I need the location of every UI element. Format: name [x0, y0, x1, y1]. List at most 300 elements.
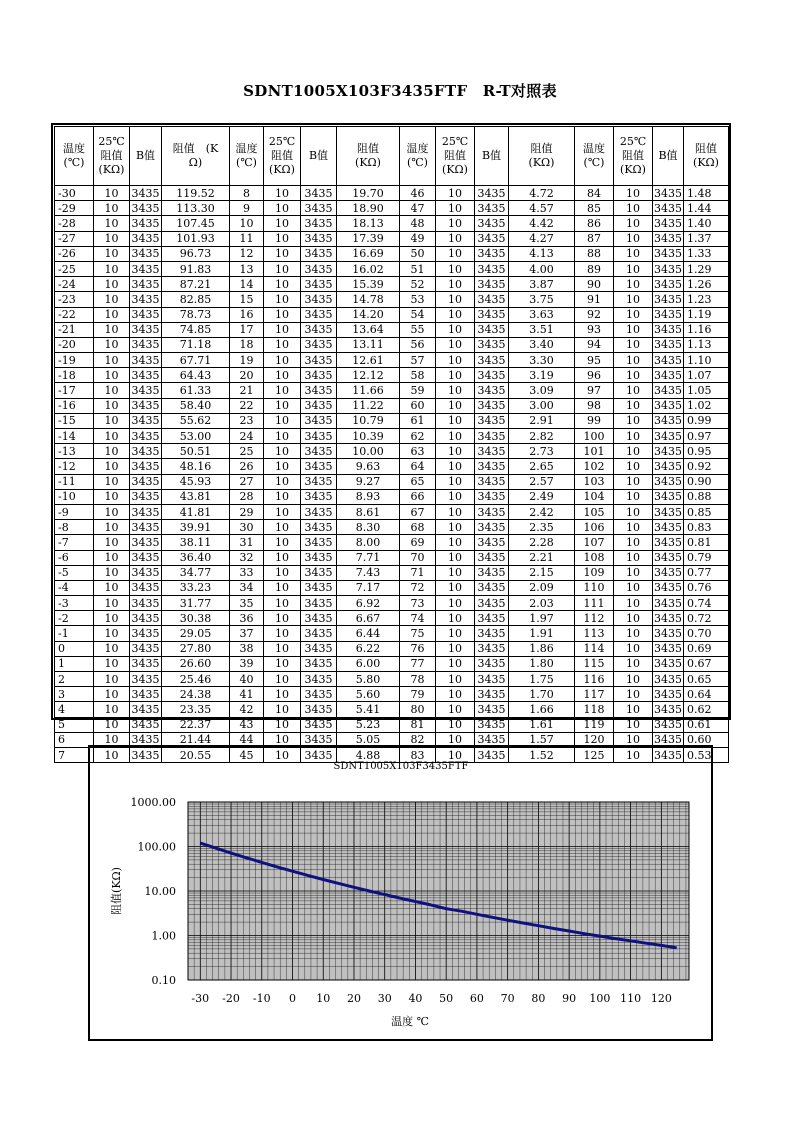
r25-cell: 10: [614, 717, 653, 732]
temp-cell: -9: [55, 504, 94, 519]
temp-cell: 52: [400, 277, 436, 292]
temp-cell: 62: [400, 429, 436, 444]
resistance-cell: 5.41: [337, 702, 400, 717]
temp-cell: 72: [400, 580, 436, 595]
b-value-cell: 3435: [131, 748, 160, 762]
temp-cell: 24: [230, 429, 264, 444]
r25-cell: 10: [436, 231, 475, 246]
table-row: [55, 429, 729, 444]
r25-cell: 10: [264, 429, 301, 444]
x-tick-label: 100: [589, 992, 611, 1005]
r25-cell: 10: [94, 459, 130, 474]
resistance-cell: 0.77: [684, 565, 729, 580]
r25-cell: 10: [264, 641, 301, 656]
temp-cell: 12: [230, 246, 264, 261]
temp-cell: 29: [230, 504, 264, 519]
r25-cell: 10: [614, 520, 653, 535]
r25-cell: 10: [94, 383, 130, 398]
resistance-cell: 1.80: [509, 656, 575, 671]
b-value-cell: 3435: [475, 261, 509, 276]
r25-cell: 10: [264, 292, 301, 307]
temp-cell: 94: [575, 337, 614, 352]
x-tick-label: 30: [377, 992, 392, 1005]
b-value-cell: 3435: [654, 459, 682, 473]
b-value-cell: 3435: [475, 368, 509, 383]
temp-cell: 59: [400, 383, 436, 398]
rt-chart-svg: [90, 747, 711, 1039]
r25-cell: 10: [264, 216, 301, 231]
r25-cell: 10: [436, 429, 475, 444]
r25-cell: 10: [614, 732, 653, 747]
resistance-cell: 1.13: [684, 337, 729, 352]
b-value-cell: 3435: [301, 520, 337, 535]
resistance-cell: 3.75: [509, 292, 575, 307]
temp-cell: -8: [55, 520, 94, 535]
r25-cell: 10: [94, 747, 130, 762]
resistance-cell: 2.09: [509, 580, 575, 595]
temp-cell: -20: [55, 337, 94, 352]
temp-cell: 77: [400, 656, 436, 671]
b-value-cell: 3435: [654, 505, 682, 519]
resistance-cell: 16.02: [337, 261, 400, 276]
r25-cell: 10: [436, 596, 475, 611]
b-value-cell: 3435: [654, 399, 682, 413]
b-value-cell: 3435: [301, 641, 337, 656]
resistance-cell: 2.35: [509, 520, 575, 535]
b-value-cell: 3435: [131, 733, 160, 747]
b-value-cell: 3435: [654, 718, 682, 732]
r25-cell: 10: [94, 611, 130, 626]
b-value-cell: 3435: [654, 444, 682, 458]
resistance-cell: 2.49: [509, 489, 575, 504]
resistance-cell: 48.16: [162, 459, 230, 474]
r25-cell: 10: [264, 261, 301, 276]
temp-cell: 67: [400, 504, 436, 519]
resistance-cell: 41.81: [162, 504, 230, 519]
table-row: [55, 277, 729, 292]
temp-cell: -4: [55, 580, 94, 595]
b-value-cell: 3435: [654, 566, 682, 580]
temp-cell: 13: [230, 261, 264, 276]
temp-cell: 22: [230, 398, 264, 413]
table-row: [55, 216, 729, 231]
b-value-cell: 3435: [475, 444, 509, 459]
r25-cell: 10: [94, 201, 130, 216]
resistance-cell: 7.71: [337, 550, 400, 565]
temp-cell: 70: [400, 550, 436, 565]
resistance-cell: 0.85: [684, 504, 729, 519]
resistance-cell: 0.60: [684, 732, 729, 747]
resistance-cell: 96.73: [162, 246, 230, 261]
temp-cell: 5: [55, 717, 94, 732]
temp-cell: 9: [230, 201, 264, 216]
temp-cell: 20: [230, 368, 264, 383]
b-value-cell: 3435: [654, 657, 682, 671]
resistance-cell: 1.05: [684, 383, 729, 398]
resistance-cell: 0.70: [684, 626, 729, 641]
r25-cell: 10: [94, 687, 130, 702]
temp-cell: 30: [230, 520, 264, 535]
temp-cell: 86: [575, 216, 614, 231]
resistance-cell: 11.66: [337, 383, 400, 398]
resistance-cell: 1.16: [684, 322, 729, 337]
temp-cell: 100: [575, 429, 614, 444]
r25-cell: 10: [614, 292, 653, 307]
b-value-cell: 3435: [654, 611, 682, 625]
temp-cell: -18: [55, 368, 94, 383]
resistance-cell: 6.44: [337, 626, 400, 641]
temp-cell: -15: [55, 413, 94, 428]
temp-cell: -26: [55, 246, 94, 261]
table-header-cell: B值: [475, 127, 509, 186]
resistance-cell: 18.90: [337, 201, 400, 216]
resistance-cell: 74.85: [162, 322, 230, 337]
b-value-cell: 3435: [475, 747, 509, 762]
b-value-cell: 3435: [654, 596, 682, 610]
r25-cell: 10: [436, 444, 475, 459]
resistance-cell: 36.40: [162, 550, 230, 565]
r25-cell: 10: [94, 186, 130, 201]
temp-cell: -5: [55, 565, 94, 580]
resistance-cell: 38.11: [162, 535, 230, 550]
temp-cell: 15: [230, 292, 264, 307]
temp-cell: 106: [575, 520, 614, 535]
r25-cell: 10: [94, 550, 130, 565]
b-value-cell: 3435: [654, 520, 682, 534]
temp-cell: 14: [230, 277, 264, 292]
b-value-cell: 3435: [475, 429, 509, 444]
table-row: [55, 292, 729, 307]
r25-cell: 10: [614, 368, 653, 383]
resistance-cell: 0.79: [684, 550, 729, 565]
resistance-cell: 27.80: [162, 641, 230, 656]
r25-cell: 10: [94, 292, 130, 307]
r25-cell: 10: [94, 277, 130, 292]
temp-cell: 108: [575, 550, 614, 565]
temp-cell: -29: [55, 201, 94, 216]
b-value-cell: 3435: [475, 186, 509, 201]
b-value-cell: 3435: [475, 398, 509, 413]
table-row: [55, 702, 729, 717]
resistance-cell: 3.00: [509, 398, 575, 413]
b-value-cell: 3435: [131, 338, 160, 352]
b-value-cell: 3435: [475, 246, 509, 261]
temp-cell: 18: [230, 337, 264, 352]
b-value-cell: 3435: [301, 398, 337, 413]
b-value-cell: 3435: [654, 308, 682, 322]
b-value-cell: 3435: [131, 520, 160, 534]
resistance-cell: 0.90: [684, 474, 729, 489]
table-row: [55, 474, 729, 489]
resistance-cell: 15.39: [337, 277, 400, 292]
resistance-cell: 0.69: [684, 641, 729, 656]
r25-cell: 10: [436, 702, 475, 717]
table-header-cell: 温度 (℃): [230, 127, 264, 186]
y-axis-label: 阻值(KΩ): [110, 867, 123, 915]
temp-cell: 58: [400, 368, 436, 383]
resistance-cell: 0.67: [684, 656, 729, 671]
temp-cell: -11: [55, 474, 94, 489]
temp-cell: -12: [55, 459, 94, 474]
temp-cell: 2: [55, 672, 94, 687]
r25-cell: 10: [614, 611, 653, 626]
r25-cell: 10: [614, 596, 653, 611]
temp-cell: 63: [400, 444, 436, 459]
r25-cell: 10: [94, 702, 130, 717]
table-header-cell: B值: [301, 127, 337, 186]
r25-cell: 10: [614, 383, 653, 398]
resistance-cell: 1.02: [684, 398, 729, 413]
resistance-cell: 2.15: [509, 565, 575, 580]
table-row: [55, 550, 729, 565]
temp-cell: 79: [400, 687, 436, 702]
r25-cell: 10: [614, 656, 653, 671]
resistance-cell: 0.65: [684, 672, 729, 687]
resistance-cell: 1.61: [509, 717, 575, 732]
temp-cell: -3: [55, 596, 94, 611]
resistance-cell: 12.61: [337, 353, 400, 368]
b-value-cell: 3435: [475, 717, 509, 732]
resistance-cell: 3.19: [509, 368, 575, 383]
r25-cell: 10: [264, 672, 301, 687]
r25-cell: 10: [264, 732, 301, 747]
r25-cell: 10: [436, 307, 475, 322]
y-tick-label: 1000.00: [130, 796, 176, 809]
temp-cell: 46: [400, 186, 436, 201]
b-value-cell: 3435: [654, 232, 682, 246]
resistance-cell: 0.92: [684, 459, 729, 474]
b-value-cell: 3435: [301, 413, 337, 428]
temp-cell: 10: [230, 216, 264, 231]
b-value-cell: 3435: [475, 504, 509, 519]
r25-cell: 10: [436, 186, 475, 201]
b-value-cell: 3435: [131, 277, 160, 291]
b-value-cell: 3435: [131, 505, 160, 519]
r25-cell: 10: [614, 580, 653, 595]
resistance-cell: 25.46: [162, 672, 230, 687]
r25-cell: 10: [94, 413, 130, 428]
resistance-cell: 2.57: [509, 474, 575, 489]
r25-cell: 10: [94, 656, 130, 671]
b-value-cell: 3435: [301, 717, 337, 732]
resistance-cell: 8.93: [337, 489, 400, 504]
y-tick-label: 10.00: [144, 885, 176, 898]
b-value-cell: 3435: [475, 231, 509, 246]
temp-cell: 125: [575, 747, 614, 762]
table-row: [55, 520, 729, 535]
b-value-cell: 3435: [475, 353, 509, 368]
table-row: [55, 504, 729, 519]
r25-cell: 10: [614, 687, 653, 702]
temp-cell: -1: [55, 626, 94, 641]
resistance-cell: 0.62: [684, 702, 729, 717]
b-value-cell: 3435: [475, 580, 509, 595]
temp-cell: 17: [230, 322, 264, 337]
resistance-cell: 12.12: [337, 368, 400, 383]
temp-cell: 69: [400, 535, 436, 550]
temp-cell: 110: [575, 580, 614, 595]
b-value-cell: 3435: [654, 429, 682, 443]
r25-cell: 10: [614, 398, 653, 413]
temp-cell: 41: [230, 687, 264, 702]
temp-cell: 40: [230, 672, 264, 687]
b-value-cell: 3435: [475, 702, 509, 717]
b-value-cell: 3435: [475, 656, 509, 671]
r25-cell: 10: [264, 550, 301, 565]
r25-cell: 10: [436, 216, 475, 231]
r25-cell: 10: [264, 337, 301, 352]
table-header-cell: 25℃ 阻值 (KΩ): [614, 127, 653, 186]
r25-cell: 10: [614, 474, 653, 489]
b-value-cell: 3435: [654, 490, 682, 504]
b-value-cell: 3435: [131, 232, 160, 246]
resistance-cell: 43.81: [162, 489, 230, 504]
resistance-cell: 10.39: [337, 429, 400, 444]
x-tick-label: 60: [469, 992, 484, 1005]
temp-cell: 55: [400, 322, 436, 337]
resistance-cell: 4.42: [509, 216, 575, 231]
resistance-cell: 10.79: [337, 413, 400, 428]
temp-cell: -22: [55, 307, 94, 322]
r25-cell: 10: [94, 261, 130, 276]
r25-cell: 10: [436, 550, 475, 565]
r25-cell: 10: [264, 474, 301, 489]
table-row: [55, 383, 729, 398]
table-row: [55, 687, 729, 702]
temp-cell: -17: [55, 383, 94, 398]
b-value-cell: 3435: [131, 657, 160, 671]
resistance-cell: 19.70: [337, 186, 400, 201]
x-tick-label: 0: [289, 992, 297, 1005]
temp-cell: 11: [230, 231, 264, 246]
table-header-cell: 25℃ 阻值 (KΩ): [94, 127, 130, 186]
r25-cell: 10: [264, 383, 301, 398]
r25-cell: 10: [94, 322, 130, 337]
temp-cell: 116: [575, 672, 614, 687]
table-header-cell: 温度 (℃): [400, 127, 436, 186]
b-value-cell: 3435: [301, 292, 337, 307]
resistance-cell: 30.38: [162, 611, 230, 626]
b-value-cell: 3435: [131, 475, 160, 489]
temp-cell: 16: [230, 307, 264, 322]
resistance-cell: 4.00: [509, 261, 575, 276]
resistance-cell: 23.35: [162, 702, 230, 717]
b-value-cell: 3435: [654, 687, 682, 701]
temp-cell: 21: [230, 383, 264, 398]
r25-cell: 10: [94, 444, 130, 459]
temp-cell: 90: [575, 277, 614, 292]
r25-cell: 10: [436, 535, 475, 550]
b-value-cell: 3435: [301, 702, 337, 717]
temp-cell: 42: [230, 702, 264, 717]
table-row: [55, 626, 729, 641]
temp-cell: -30: [55, 186, 94, 201]
b-value-cell: 3435: [475, 732, 509, 747]
resistance-cell: 34.77: [162, 565, 230, 580]
b-value-cell: 3435: [301, 489, 337, 504]
b-value-cell: 3435: [654, 186, 682, 200]
temp-cell: 66: [400, 489, 436, 504]
temp-cell: 60: [400, 398, 436, 413]
b-value-cell: 3435: [654, 201, 682, 215]
resistance-cell: 33.23: [162, 580, 230, 595]
table-row: [55, 201, 729, 216]
r25-cell: 10: [436, 656, 475, 671]
b-value-cell: 3435: [475, 596, 509, 611]
resistance-cell: 113.30: [162, 201, 230, 216]
table-header-cell: 阻值 (KΩ): [337, 127, 400, 186]
temp-cell: -6: [55, 550, 94, 565]
temp-cell: 113: [575, 626, 614, 641]
b-value-cell: 3435: [131, 444, 160, 458]
b-value-cell: 3435: [475, 687, 509, 702]
table-row: [55, 641, 729, 656]
resistance-cell: 6.67: [337, 611, 400, 626]
b-value-cell: 3435: [301, 580, 337, 595]
resistance-cell: 3.51: [509, 322, 575, 337]
b-value-cell: 3435: [131, 581, 160, 595]
b-value-cell: 3435: [654, 702, 682, 716]
temp-cell: 57: [400, 353, 436, 368]
table-header-cell: 25℃ 阻值 (KΩ): [436, 127, 475, 186]
r25-cell: 10: [614, 261, 653, 276]
resistance-cell: 1.70: [509, 687, 575, 702]
table-row: [55, 337, 729, 352]
b-value-cell: 3435: [301, 277, 337, 292]
resistance-cell: 0.76: [684, 580, 729, 595]
r25-cell: 10: [614, 353, 653, 368]
resistance-cell: 1.86: [509, 641, 575, 656]
resistance-cell: 45.93: [162, 474, 230, 489]
resistance-cell: 119.52: [162, 186, 230, 201]
resistance-cell: 0.72: [684, 611, 729, 626]
r25-cell: 10: [614, 565, 653, 580]
r25-cell: 10: [94, 429, 130, 444]
temp-cell: 111: [575, 596, 614, 611]
b-value-cell: 3435: [131, 672, 160, 686]
temp-cell: 92: [575, 307, 614, 322]
r25-cell: 10: [614, 702, 653, 717]
temp-cell: 8: [230, 186, 264, 201]
b-value-cell: 3435: [301, 732, 337, 747]
y-tick-label: 0.10: [151, 974, 176, 987]
resistance-cell: 0.83: [684, 520, 729, 535]
temp-cell: -16: [55, 398, 94, 413]
r25-cell: 10: [436, 246, 475, 261]
resistance-cell: 0.99: [684, 413, 729, 428]
r25-cell: 10: [436, 474, 475, 489]
temp-cell: -10: [55, 489, 94, 504]
b-value-cell: 3435: [654, 748, 682, 762]
r25-cell: 10: [264, 398, 301, 413]
b-value-cell: 3435: [131, 353, 160, 367]
b-value-cell: 3435: [475, 292, 509, 307]
temp-cell: 32: [230, 550, 264, 565]
r25-cell: 10: [94, 474, 130, 489]
resistance-cell: 6.92: [337, 596, 400, 611]
r25-cell: 10: [94, 520, 130, 535]
temp-cell: 1: [55, 656, 94, 671]
temp-cell: 115: [575, 656, 614, 671]
r25-cell: 10: [614, 413, 653, 428]
r25-cell: 10: [264, 687, 301, 702]
page-title: SDNT1005X103F3435FTF R-T对照表: [243, 82, 557, 100]
b-value-cell: 3435: [475, 641, 509, 656]
table-row: [55, 565, 729, 580]
resistance-cell: 24.38: [162, 687, 230, 702]
temp-cell: 3: [55, 687, 94, 702]
b-value-cell: 3435: [131, 201, 160, 215]
